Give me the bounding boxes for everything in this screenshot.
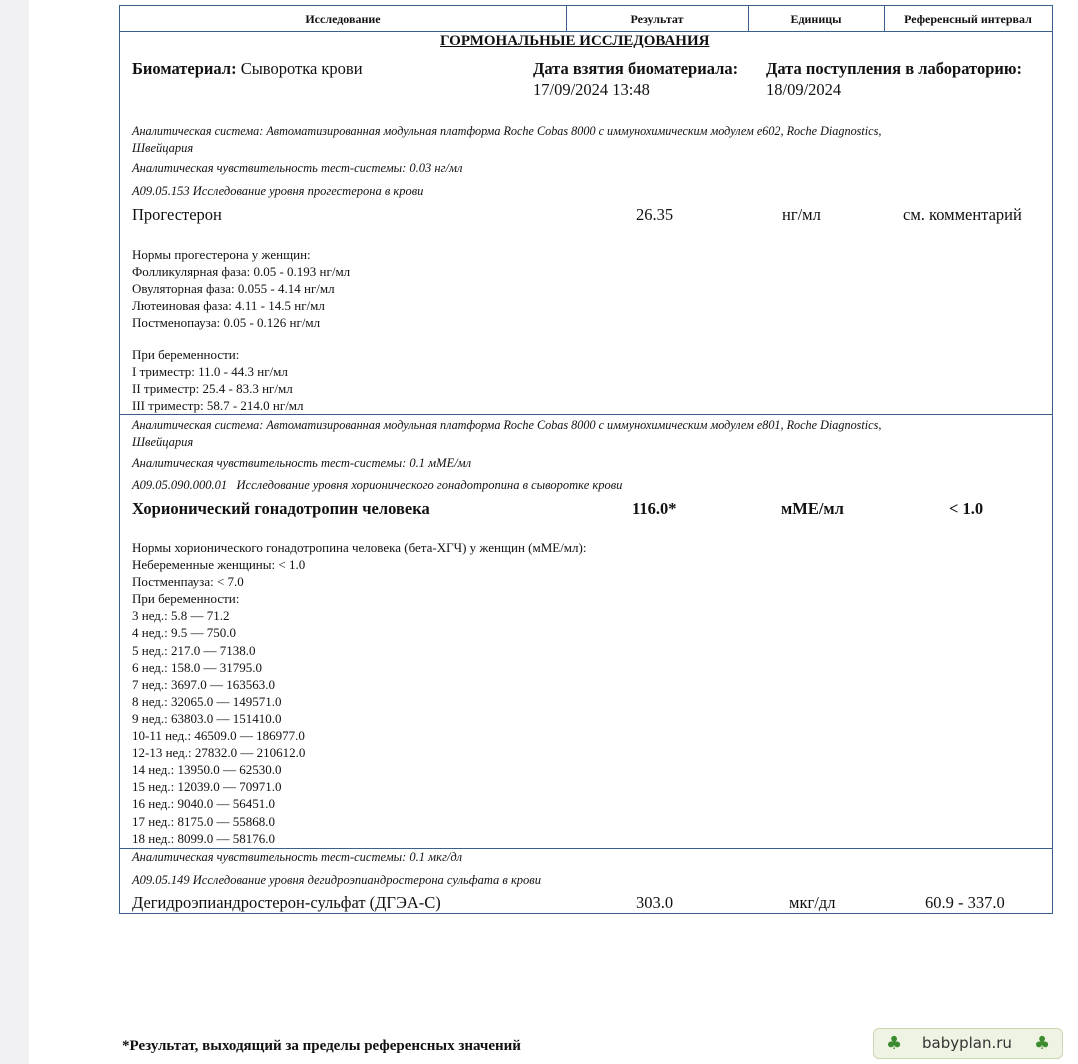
collection-date-label: Дата взятия биоматериала: — [533, 59, 739, 78]
norm-line: При беременности: — [132, 347, 240, 362]
section-title: ГОРМОНАЛЬНЫЕ ИССЛЕДОВАНИЯ — [440, 33, 710, 49]
norm-line: 9 нед.: 63803.0 — 151410.0 — [132, 710, 282, 726]
column-header-reference: Референсный интервал — [904, 12, 1032, 26]
hcg-units: мМЕ/мл — [781, 499, 844, 518]
progesterone-system-line: Аналитическая система: Автоматизированная модульная платформа Roche Cobas 8000 с иммунохимическим модулем e602, Roche Diagnostics, — [132, 124, 882, 138]
hcg-sensitivity: Аналитическая чувствительность тест-системы: 0.1 мМЕ/мл — [132, 456, 472, 470]
biomaterial-label: Биоматериал: — [132, 59, 237, 78]
norm-line: 15 нед.: 12039.0 — 70971.0 — [132, 779, 282, 795]
norm-line: Нормы хорионического гонадотропина человека (бета-ХГЧ) у женщин (мМЕ/мл): — [132, 540, 587, 555]
norm-line: 7 нед.: 3697.0 — 163563.0 — [132, 676, 276, 692]
receipt-date-label: Дата поступления в лабораторию: — [766, 59, 1022, 78]
norm-line: 3 нед.: 5.8 — 71.2 — [132, 608, 230, 624]
norm-line: 6 нед.: 158.0 — 31795.0 — [132, 659, 263, 675]
progesterone-reference: см. комментарий — [903, 205, 1022, 224]
clover-icon: ♣ — [1034, 1033, 1051, 1054]
receipt-date-value: 18/09/2024 — [766, 80, 842, 99]
watermark-text: babyplan.ru — [922, 1034, 1012, 1052]
progesterone-name: Прогестерон — [132, 205, 222, 224]
norm-line: 8 нед.: 32065.0 — 149571.0 — [132, 693, 282, 709]
progesterone-pregnancy-norms — [132, 346, 304, 414]
norm-line: При беременности: — [132, 591, 240, 607]
clover-icon: ♣ — [886, 1033, 903, 1054]
norm-line: 5 нед.: 217.0 — 7138.0 — [132, 642, 256, 658]
norm-line: III триместр: 58.7 - 214.0 нг/мл — [132, 398, 304, 414]
norm-line: 12-13 нед.: 27832.0 — 210612.0 — [132, 745, 306, 761]
norm-line: Постменпауза: < 7.0 — [132, 574, 244, 590]
norm-line: 18 нед.: 8099.0 — 58176.0 — [132, 830, 276, 846]
norm-line: Нормы прогестерона у женщин: — [132, 247, 311, 262]
norm-line: II триместр: 25.4 - 83.3 нг/мл — [132, 381, 293, 397]
progesterone-norms — [132, 246, 350, 331]
progesterone-result: 26.35 — [636, 205, 674, 224]
biomaterial-value: Сыворотка крови — [240, 59, 363, 78]
norm-line: Фолликулярная фаза: 0.05 - 0.193 нг/мл — [132, 264, 351, 280]
norm-line: Овуляторная фаза: 0.055 - 4.14 нг/мл — [132, 281, 335, 297]
norm-line: 17 нед.: 8175.0 — 55868.0 — [132, 813, 276, 829]
norm-line: Небеременные женщины: < 1.0 — [132, 557, 306, 573]
progesterone-sensitivity: Аналитическая чувствительность тест-системы: 0.03 нг/мл — [132, 161, 463, 175]
progesterone-code: A09.05.153 Исследование уровня прогестерона в крови — [132, 184, 424, 198]
norm-line: 4 нед.: 9.5 — 750.0 — [132, 625, 237, 641]
header-divider — [120, 31, 1052, 32]
dhea-name: Дегидроэпиандростерон-сульфат (ДГЭА-С) — [132, 893, 441, 912]
biomaterial-line — [132, 59, 363, 79]
progesterone-units: нг/мл — [782, 205, 821, 224]
hcg-name: Хорионический гонадотропин человека — [132, 499, 430, 518]
hcg-norms — [132, 539, 586, 847]
column-header-result: Результат — [630, 12, 684, 26]
hcg-code: A09.05.090.000.01 Исследование уровня хорионического гонадотропина в сыворотке крови — [132, 478, 623, 492]
column-header-study: Исследование — [305, 12, 381, 26]
norm-line: Лютеиновая фаза: 4.11 - 14.5 нг/мл — [132, 298, 325, 314]
watermark-badge[interactable] — [873, 1028, 1063, 1059]
dhea-code: A09.05.149 Исследование уровня дегидроэпиандростерона сульфата в крови — [132, 873, 541, 887]
hcg-result: 116.0* — [632, 499, 677, 518]
section-divider — [120, 848, 1052, 849]
collection-date-value: 17/09/2024 13:48 — [533, 80, 650, 99]
dhea-sensitivity: Аналитическая чувствительность тест-системы: 0.1 мкг/дл — [132, 850, 463, 864]
norm-line: 14 нед.: 13950.0 — 62530.0 — [132, 762, 282, 778]
hcg-system-country: Швейцария — [132, 435, 194, 449]
progesterone-system-country: Швейцария — [132, 141, 194, 155]
footnote: *Результат, выходящий за пределы референсных значений — [122, 1038, 521, 1054]
dhea-result: 303.0 — [636, 893, 674, 912]
norm-line: 10-11 нед.: 46509.0 — 186977.0 — [132, 728, 305, 744]
norm-line: 16 нед.: 9040.0 — 56451.0 — [132, 796, 276, 812]
norm-line: I триместр: 11.0 - 44.3 нг/мл — [132, 364, 288, 380]
hcg-system-line: Аналитическая система: Автоматизированная модульная платформа Roche Cobas 8000 с иммунохимическим модулем e801, Roche Diagnostics, — [132, 418, 882, 432]
norm-line: Постменопауза: 0.05 - 0.126 нг/мл — [132, 315, 321, 331]
dhea-reference: 60.9 - 337.0 — [925, 893, 1005, 912]
column-header-units: Единицы — [790, 12, 842, 26]
dhea-units: мкг/дл — [789, 893, 836, 912]
hcg-reference: < 1.0 — [949, 499, 984, 518]
